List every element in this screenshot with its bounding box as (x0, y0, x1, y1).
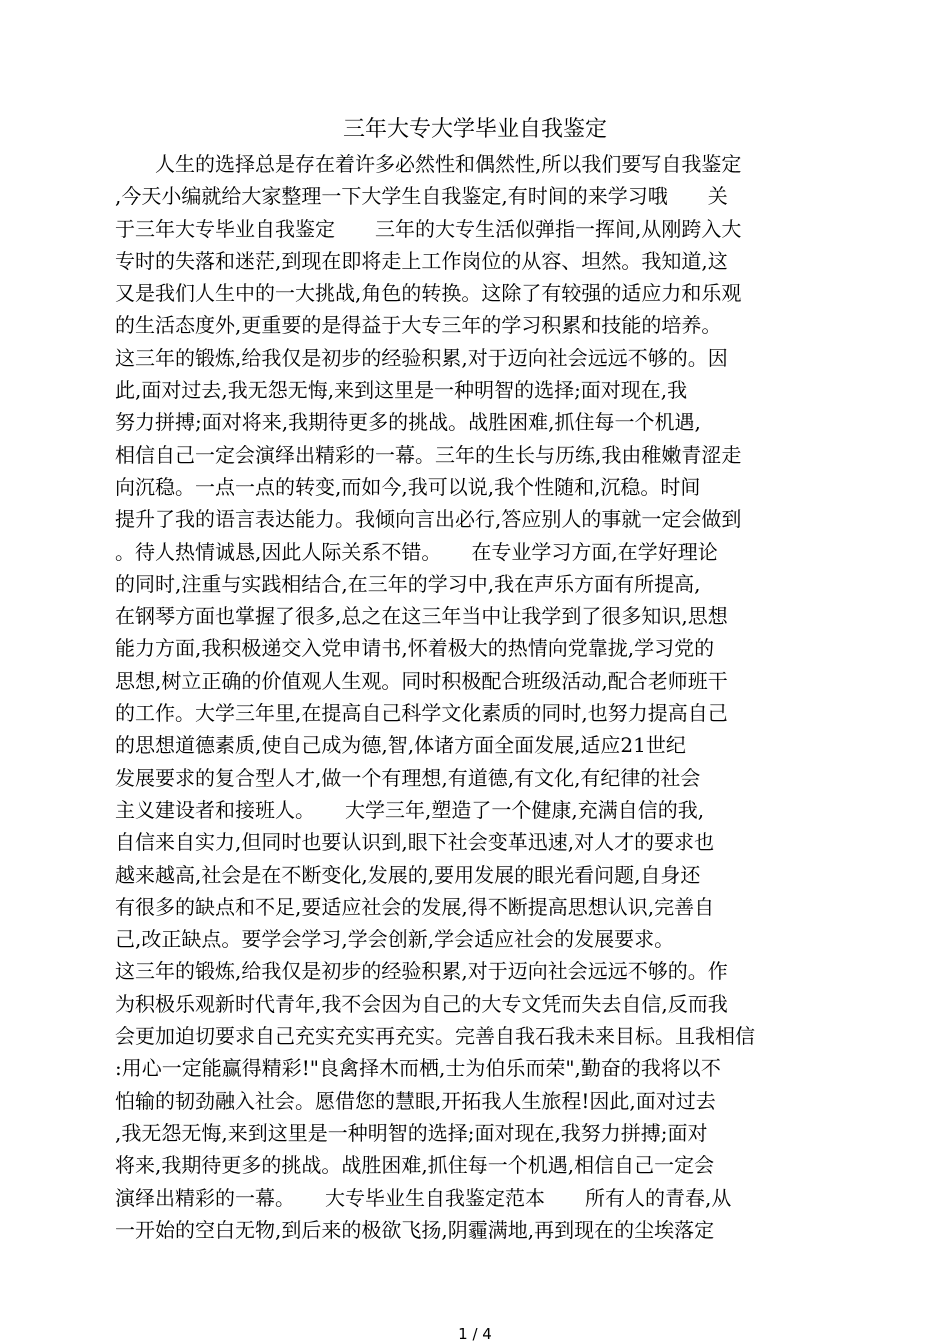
body-text-line: ,我无怨无悔,来到这里是一种明智的选择;面对现在,我努力拼搏;面对 (115, 1120, 708, 1145)
body-text-line: 的思想道德素质,使自己成为德,智,体诸方面全面发展,适应21世纪 (115, 733, 686, 758)
body-text-line: 将来,我期待更多的挑战。战胜困难,抓住每一个机遇,相信自己一定会 (115, 1153, 715, 1178)
body-text-line: 演绎出精彩的一幕。 大专毕业生自我鉴定范本 所有人的青春,从 (115, 1185, 732, 1210)
body-text-line: 怕输的韧劲融入社会。愿借您的慧眼,开拓我人生旅程!因此,面对过去 (115, 1088, 716, 1113)
body-text-line: 思想,树立正确的价值观人生观。同时积极配合班级活动,配合老师班干 (115, 668, 728, 693)
body-text-line: 为积极乐观新时代青年,我不会因为自己的大专文凭而失去自信,反而我 (115, 991, 728, 1016)
body-text-line: 的生活态度外,更重要的是得益于大专三年的学习积累和技能的培养。 (115, 313, 722, 338)
body-text-line: 发展要求的复合型人才,做一个有理想,有道德,有文化,有纪律的社会 (115, 765, 701, 790)
body-text-line: 主义建设者和接班人。 大学三年,塑造了一个健康,充满自信的我, (115, 797, 705, 822)
document-body (115, 148, 840, 1246)
body-text-line: 相信自己一定会演绎出精彩的一幕。三年的生长与历练,我由稚嫩青涩走 (115, 442, 742, 467)
body-text-line: :用心一定能赢得精彩!"良禽择木而栖,士为伯乐而荣",勤奋的我将以不 (115, 1056, 721, 1081)
body-text-line: 专时的失落和迷茫,到现在即将走上工作岗位的从容、坦然。我知道,这 (115, 248, 728, 273)
body-text-line: 有很多的缺点和不足,要适应社会的发展,得不断提高思想认识,完善自 (115, 894, 715, 919)
body-text-line: 自信来自实力,但同时也要认识到,眼下社会变革迅速,对人才的要求也 (115, 830, 715, 855)
body-text-line: 此,面对过去,我无怨无悔,来到这里是一种明智的选择;面对现在,我 (115, 378, 688, 403)
body-text-line: 的工作。大学三年里,在提高自己科学文化素质的同时,也努力提高自己 (115, 701, 728, 726)
body-text-line: 人生的选择总是存在着许多必然性和偶然性,所以我们要写自我鉴定 (115, 152, 742, 176)
page-number: 1 / 4 (458, 1325, 492, 1343)
body-text-line: 提升了我的语言表达能力。我倾向言出必行,答应别人的事就一定会做到 (115, 507, 742, 532)
body-text-line: ,今天小编就给大家整理一下大学生自我鉴定,有时间的来学习哦 关 (115, 184, 728, 209)
body-text-line: 于三年大专毕业自我鉴定 三年的大专生活似弹指一挥间,从刚跨入大 (115, 216, 742, 241)
body-text-line: 这三年的锻炼,给我仅是初步的经验积累,对于迈向社会远远不够的。因 (115, 345, 728, 370)
body-text-line: 向沉稳。一点一点的转变,而如今,我可以说,我个性随和,沉稳。时间 (115, 474, 701, 499)
body-text-line: 在钢琴方面也掌握了很多,总之在这三年当中让我学到了很多知识,思想 (115, 604, 728, 629)
body-text-line: 越来越高,社会是在不断变化,发展的,要用发展的眼光看问题,自身还 (115, 862, 701, 887)
document-title: 三年大专大学毕业自我鉴定 (342, 117, 607, 142)
body-text-line: 又是我们人生中的一大挑战,角色的转换。这除了有较强的适应力和乐观 (115, 281, 742, 306)
body-text-line: 能力方面,我积极递交入党申请书,怀着极大的热情向党靠拢,学习党的 (115, 636, 715, 661)
body-text-line: 努力拼搏;面对将来,我期待更多的挑战。战胜困难,抓住每一个机遇, (115, 410, 701, 435)
body-text-line: 这三年的锻炼,给我仅是初步的经验积累,对于迈向社会远远不够的。作 (115, 959, 728, 984)
body-text-line: 。待人热情诚恳,因此人际关系不错。 在专业学习方面,在学好理论 (115, 539, 718, 564)
body-text-line: 一开始的空白无物,到后来的极欲飞扬,阴霾满地,再到现在的尘埃落定 (115, 1217, 715, 1242)
body-text-line: 的同时,注重与实践相结合,在三年的学习中,我在声乐方面有所提高, (115, 571, 701, 596)
body-text-line: 己,改正缺点。要学会学习,学会创新,学会适应社会的发展要求。 (115, 927, 675, 952)
body-text-line: 会更加迫切要求自己充实充实再充实。完善自我石我未来目标。且我相信 (115, 1024, 755, 1049)
